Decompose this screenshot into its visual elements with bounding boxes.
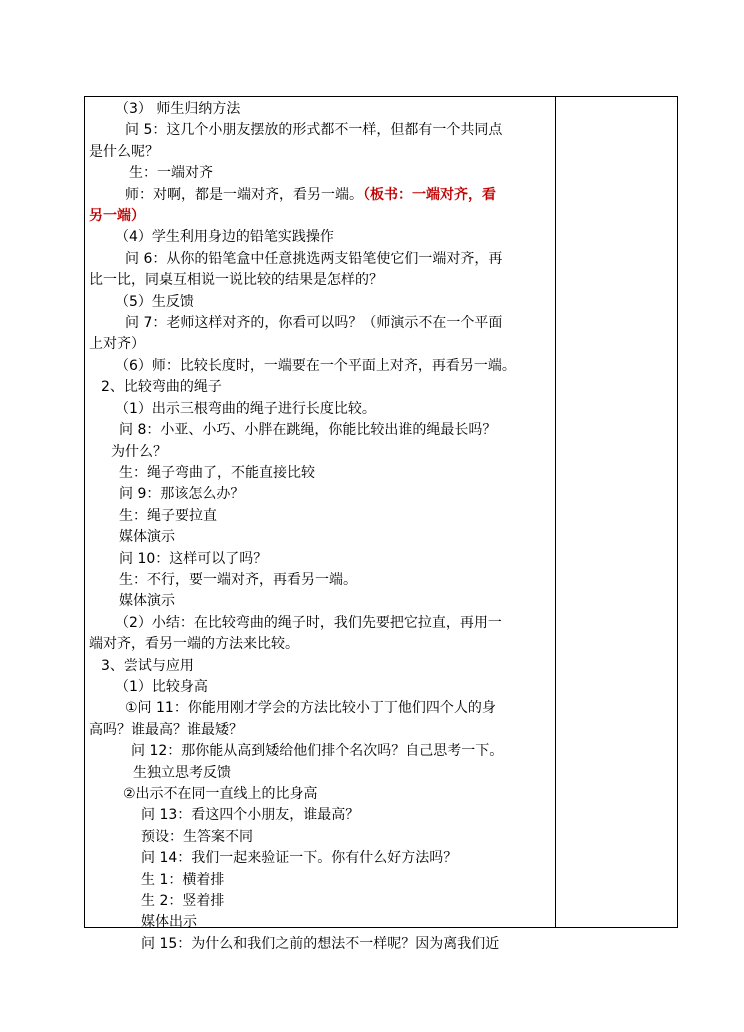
text-line bbox=[89, 805, 551, 826]
line-text: 师：对啊，都是一端对齐，看另一端。 bbox=[125, 186, 363, 203]
line-text: （4）学生利用身边的铅笔实践操作 bbox=[115, 229, 334, 246]
text-line bbox=[89, 313, 551, 334]
line-text: 生独立思考反馈 bbox=[133, 764, 231, 781]
text-line bbox=[89, 527, 551, 548]
line-text: （6）师：比较长度时，一端要在一个平面上对齐，再看另一端。 bbox=[115, 357, 516, 374]
text-line bbox=[89, 698, 551, 719]
text-line bbox=[89, 399, 551, 420]
line-text: 问 14：我们一起来验证一下。你有什么好方法吗？ bbox=[141, 850, 458, 867]
text-line bbox=[89, 120, 551, 141]
line-text: （2）小结：在比较弯曲的绳子时，我们先要把它拉直，再用一 bbox=[115, 614, 502, 631]
line-text: 问 12：那你能从高到矮给他们排个名次吗？自己思考一下。 bbox=[131, 743, 504, 760]
text-line bbox=[89, 442, 551, 463]
text-line bbox=[89, 912, 551, 933]
text-line bbox=[89, 827, 551, 848]
text-line bbox=[89, 420, 551, 441]
text-line bbox=[89, 356, 551, 377]
line-text: 高吗？谁最高？谁最矮？ bbox=[89, 721, 243, 738]
text-line bbox=[89, 848, 551, 869]
column-divider bbox=[555, 97, 556, 927]
line-text: 生：一端对齐 bbox=[129, 165, 213, 182]
text-line bbox=[89, 142, 551, 163]
line-text: 生：不行，要一端对齐，再看另一端。 bbox=[119, 571, 357, 588]
text-line bbox=[89, 99, 551, 120]
text-line bbox=[89, 891, 551, 912]
text-line bbox=[89, 249, 551, 270]
text-line bbox=[89, 549, 551, 570]
line-text: 媒体演示 bbox=[119, 593, 175, 610]
line-text: 生 2：竖着排 bbox=[141, 893, 225, 910]
text-line bbox=[89, 377, 551, 398]
line-text: 是什么呢？ bbox=[89, 143, 159, 160]
line-text: （1）出示三根弯曲的绳子进行长度比较。 bbox=[115, 400, 376, 417]
text-line bbox=[89, 763, 551, 784]
text-line bbox=[89, 570, 551, 591]
text-line bbox=[89, 334, 551, 355]
text-line bbox=[89, 741, 551, 762]
lesson-content bbox=[89, 99, 551, 955]
board-note: 另一端） bbox=[89, 208, 145, 225]
text-line bbox=[89, 591, 551, 612]
line-text: 生 1：横着排 bbox=[141, 871, 225, 888]
text-line bbox=[89, 270, 551, 291]
text-line bbox=[89, 463, 551, 484]
text-line bbox=[89, 656, 551, 677]
text-line bbox=[89, 613, 551, 634]
line-text: ②出示不在同一直线上的比身高 bbox=[123, 786, 318, 802]
board-note: （板书：一端对齐，看 bbox=[363, 186, 496, 203]
line-text: 问 9：那该怎么办？ bbox=[119, 486, 245, 503]
text-line bbox=[89, 484, 551, 505]
text-line bbox=[89, 227, 551, 248]
line-text: 预设：生答案不同 bbox=[141, 828, 253, 845]
line-text: 生：绳子要拉直 bbox=[119, 507, 217, 524]
line-text: 为什么？ bbox=[111, 443, 167, 460]
line-text: 3、尝试与应用 bbox=[101, 657, 194, 674]
line-text: （5）生反馈 bbox=[115, 293, 194, 310]
line-text: 问 10：这样可以了吗？ bbox=[119, 550, 268, 567]
line-text: 问 6：从你的铅笔盒中任意挑选两支铅笔使它们一端对齐，再 bbox=[125, 250, 503, 267]
text-line bbox=[89, 720, 551, 741]
line-text: ①问 11：你能用刚才学会的方法比较小丁丁他们四个人的身 bbox=[125, 700, 496, 717]
text-line bbox=[89, 292, 551, 313]
text-line bbox=[89, 634, 551, 655]
text-line bbox=[89, 870, 551, 891]
text-line bbox=[89, 206, 551, 227]
text-line bbox=[89, 934, 551, 955]
text-line bbox=[89, 163, 551, 184]
line-text: （3） 师生归纳方法 bbox=[115, 101, 241, 117]
text-line bbox=[89, 784, 551, 805]
line-text: 上对齐） bbox=[89, 336, 145, 353]
line-text: 问 15：为什么和我们之前的想法不一样呢？因为离我们近 bbox=[141, 935, 500, 952]
line-text: 问 5：这几个小朋友摆放的形式都不一样，但都有一个共同点 bbox=[125, 122, 503, 139]
line-text: 问 8：小亚、小巧、小胖在跳绳，你能比较出谁的绳最长吗？ bbox=[119, 422, 497, 439]
line-text: 媒体演示 bbox=[119, 529, 175, 546]
text-line bbox=[89, 185, 551, 206]
line-text: 端对齐，看另一端的方法来比较。 bbox=[89, 636, 299, 653]
line-text: 问 13：看这四个小朋友，谁最高？ bbox=[141, 807, 360, 824]
line-text: 生：绳子弯曲了，不能直接比较 bbox=[119, 464, 315, 481]
line-text: 媒体出示 bbox=[141, 914, 197, 931]
lesson-table bbox=[84, 96, 678, 952]
text-line bbox=[89, 677, 551, 698]
line-text: 2、比较弯曲的绳子 bbox=[101, 379, 222, 396]
line-text: 问 7：老师这样对齐的，你看可以吗？（师演示不在一个平面 bbox=[125, 315, 503, 332]
text-line bbox=[89, 506, 551, 527]
line-text: （1）比较身高 bbox=[115, 678, 208, 695]
line-text: 比一比，同桌互相说一说比较的结果是怎样的？ bbox=[89, 272, 383, 289]
